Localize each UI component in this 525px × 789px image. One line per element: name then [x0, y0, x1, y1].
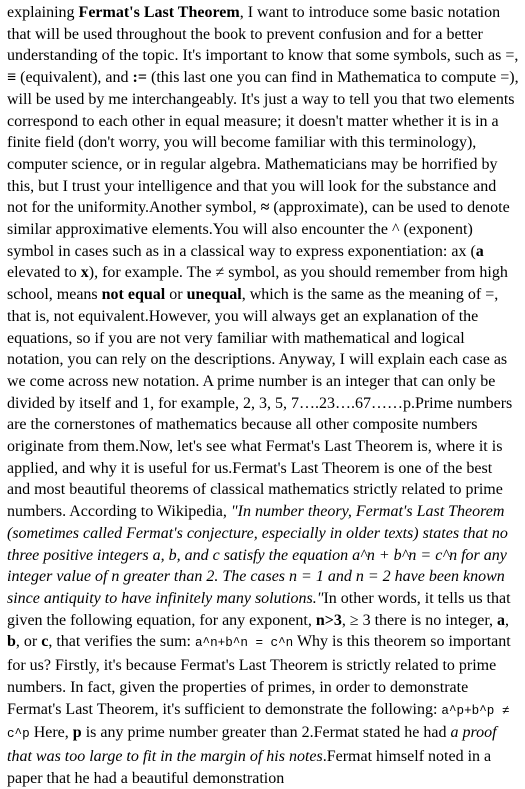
bold-text: p — [72, 724, 82, 742]
text-run: (equivalent), and — [16, 69, 133, 87]
inline-code: a^n+b^n = c^n — [194, 636, 294, 651]
bold-text: unequal — [186, 286, 242, 304]
bold-text: ≈ — [260, 199, 270, 217]
text-run: or — [165, 286, 187, 304]
bold-text: n>3 — [315, 611, 342, 629]
text-run: (this last one you can find in Mathematica to compute =), will be used by me interchangeably. It's just a way to tell you that two elements correspond to each other in equal measure; it doesn't matter whether it is in a finite field (don't worry, you will become familiar with this terminology), computer science, or in regular algebra. Mathematicians may be horrified by this, but I trust your intelligence and that you will look for the substance and not for the uniformity.Another symbol, — [7, 69, 519, 217]
text-run: (approximate), can be used to denote similar approximative elements.You will also encounter the ^ (exponent) symbol in cases such as in a classical way to express exponentiation: ax ( — [7, 199, 510, 260]
bold-text: c — [41, 633, 49, 651]
text-run: , I want to introduce some basic notation that will be used throughout the book to prevent confusion and for a better understanding of the topic. It's important to know that some symbols, such as =, — [7, 4, 519, 65]
text-run: Here, — [29, 724, 73, 742]
body-paragraph — [7, 2, 519, 789]
text-run: , — [505, 611, 510, 629]
italic-text: a proof that was too large to fit in the margin of his notes — [7, 724, 497, 765]
bold-text: x — [80, 264, 89, 282]
text-run: Why is this theorem so important for us? Firstly, it's because Fermat's Last Theorem is strictly related to prime numbers. In fact, given the properties of primes, in order to demonstrate Fermat's Last Theorem, it's sufficient to demonstrate the following: — [7, 633, 511, 718]
bold-text: Fermat's Last Theorem — [78, 4, 240, 21]
text-run: , or — [15, 633, 42, 651]
text-run: , that verifies the sum: — [48, 633, 195, 651]
text-run: elevated to — [7, 264, 81, 282]
bold-text: b — [7, 633, 16, 651]
text-run: In other words, it tells us that given the following equation, for any exponent, — [7, 589, 511, 629]
bold-text: ≡ — [7, 69, 17, 87]
text-run: explaining — [7, 4, 79, 21]
inline-code: a^p+b^p ≠ c^p — [7, 703, 510, 742]
text-run: , ≥ 3 there is no integer, — [341, 611, 498, 629]
bold-text: a — [497, 611, 506, 629]
bold-text: := — [132, 69, 147, 87]
bold-text: a — [475, 242, 484, 260]
text-run: is any prime number greater than 2.Fermat stated he had — [81, 724, 451, 742]
bold-text: not equal — [101, 286, 166, 304]
italic-text: "In number theory, Fermat's Last Theorem (sometimes called Fermat's conjecture, especially in older texts) states that no three positive integers a, b, and c satisfy the equation a^n + b^n = c^n for any integer value of n greater than 2. The cases n = 1 and n = 2 have been known since antiquity to have infinitely many solutions." — [7, 503, 508, 607]
text-run: .Fermat himself noted in a paper that he had a beautiful demonstration — [7, 747, 492, 787]
text-run: , which is the same as the meaning of =, that is, not equivalent.However, you will always get an explanation of the equations, so if you are not very familiar with mathematical and logical notation, you can rely on the descriptions. Anyway, I will explain each case as we come across new notation. A prime number is an integer that can only be divided by itself and 1, for example, 2, 3, 5, 7….23….67……p.Prime numbers are the cornerstones of mathematics because all other composite numbers originate from them.Now, let's see what Fermat's Last Theorem is, where it is applied, and why it is useful for us.Fermat's Last Theorem is one of the best and most beautiful theorems of classical mathematics strictly related to prime numbers. According to Wikipedia, — [7, 286, 513, 521]
text-run: ), for example. The ≠ symbol, as you should remember from high school, means — [7, 264, 508, 304]
